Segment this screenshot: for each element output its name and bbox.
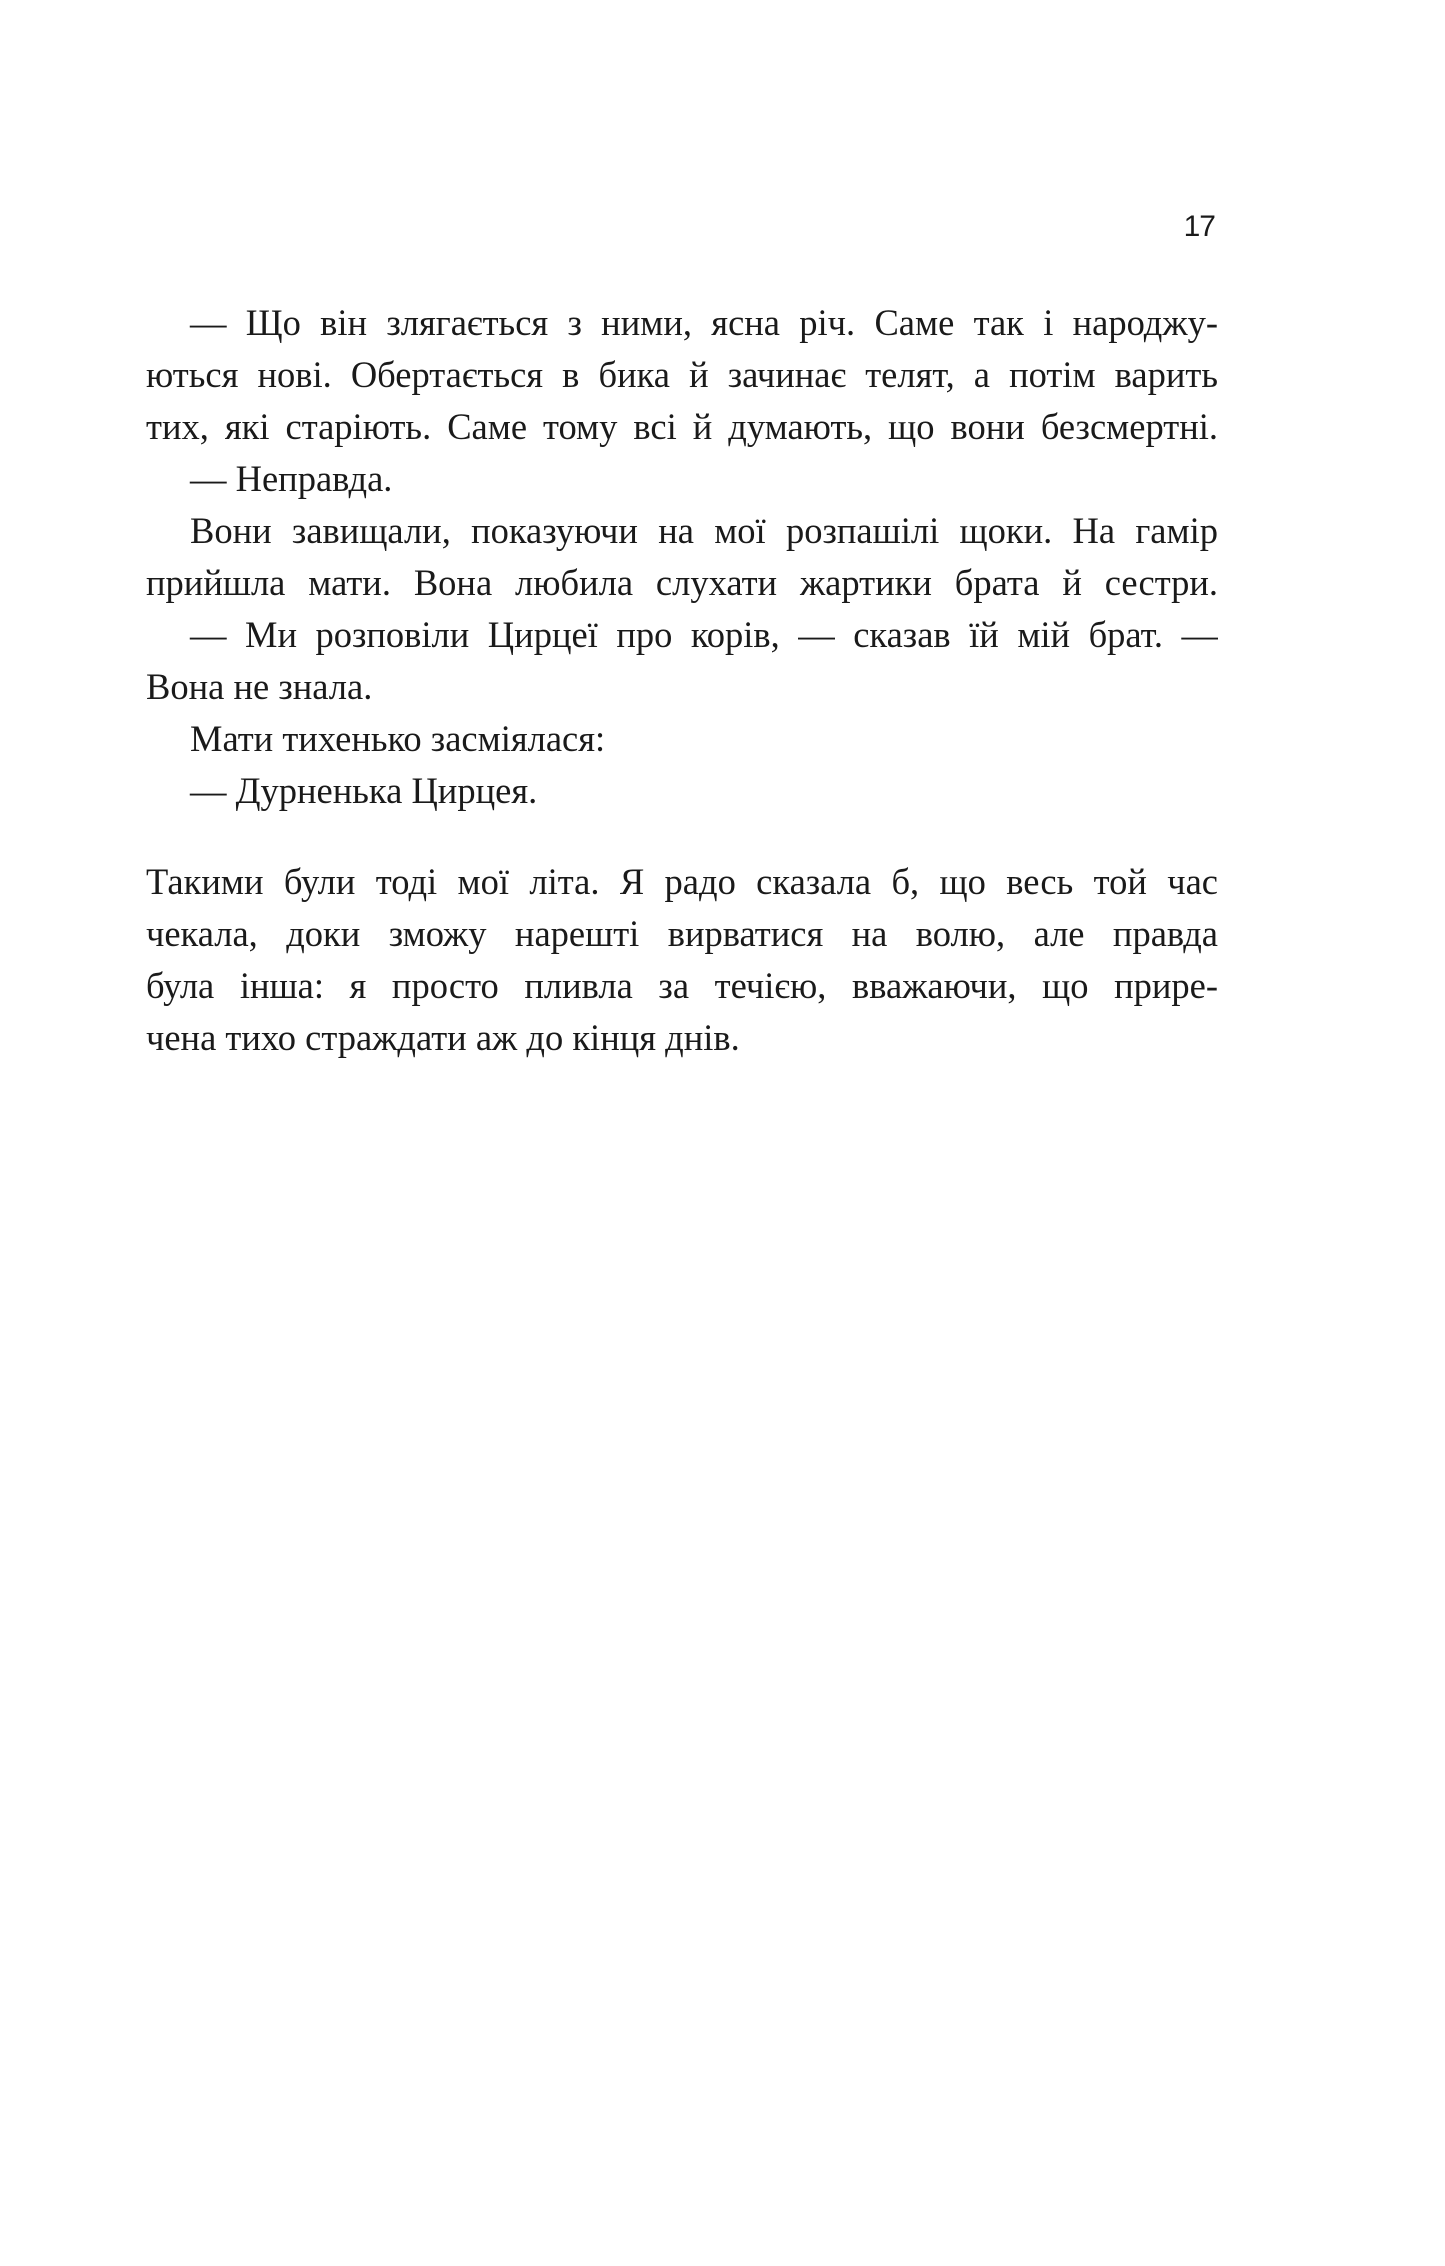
text-line: чена тихо страждати аж до кінця днів. [146,1017,740,1058]
text-line: — Неправда. [190,458,393,499]
passage-dialogue [146,297,1218,817]
text-line: була інша: я просто пливла за течією, вважаючи, що прире- [146,965,1218,1006]
text-line: Вона не знала. [146,666,373,707]
text-line: Вони завищали, показуючи на мої розпашілі щоки. На гамір [190,510,1218,551]
text-line: тих, які старіють. Саме тому всі й думають, що вони безсмертні. [146,406,1218,447]
text-line: чекала, доки зможу нарешті вирватися на волю, але правда [146,913,1218,954]
text-line: — Що він злягається з ними, ясна річ. Саме так і народжу- [190,302,1218,343]
text-line: — Ми розповіли Цирцеї про корів, — сказав їй мій брат. — [190,614,1218,655]
text-line: прийшла мати. Вона любила слухати жартики брата й сестри. [146,562,1218,603]
passage-narration [146,856,1218,1064]
text-line: Такими були тоді мої літа. Я радо сказала б, що весь той час [146,861,1218,902]
text-line: — Дурненька Цирцея. [190,770,538,811]
text-line: Мати тихенько засміялася: [190,718,606,759]
page-number: 17 [1183,210,1215,243]
text-line: ються нові. Обертається в бика й зачинає телят, а потім варить [146,354,1218,395]
